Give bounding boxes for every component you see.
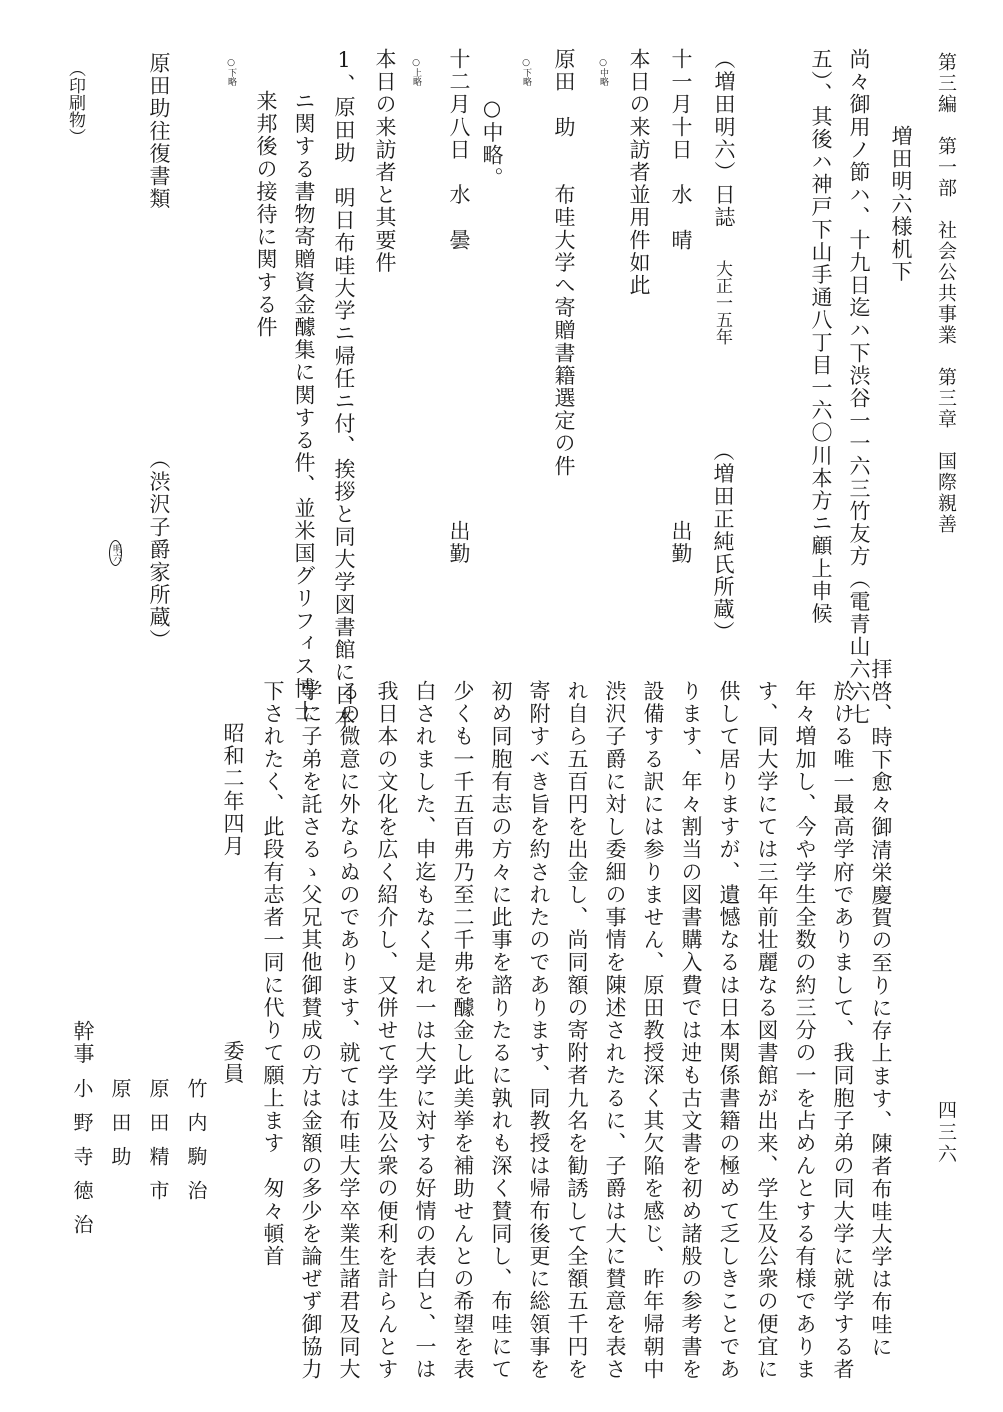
letter-line: 拝啓、時下愈々御清栄慶賀の至りに存上ます、陳者布哇大学は布哇に (869, 658, 893, 1359)
text-line: 五）、其後ハ神戸下山手通八丁目一六〇川本方ニ顧上申候 (809, 48, 833, 626)
text-line: （印刷物） (65, 60, 85, 145)
signatory: 小野寺徳治 (70, 1078, 94, 1248)
seal-stamp (108, 540, 124, 566)
signatory: 幹事 (71, 1020, 95, 1066)
letter-line: 昭和二年四月 (221, 722, 245, 858)
letter-line: 我日本の文化を広く紹介し、又併せて学生及公衆の便利を計らんとす (375, 680, 399, 1381)
text-line: ○中略。 (480, 96, 504, 190)
text-line: 出勤 (447, 520, 471, 566)
letter-line: 少くも一千五百弗乃至二千弗を醵金し此美挙を補助せんとの希望を表 (451, 680, 475, 1381)
editorial-note: ○上略 (411, 58, 421, 86)
letter-line: 下されたく、此段有志者一同に代りて願上ます 匆々頓首 (261, 680, 285, 1268)
letter-line: 渋沢子爵に対し委細の事情を陳述されたるに、子爵は大に賛意を表さ (603, 680, 627, 1381)
signatory: 原田助 (108, 1078, 132, 1180)
text-line: 原田助往復書類 (147, 52, 171, 211)
text-line: 十二月八日 水 曇 (447, 48, 471, 252)
page-number: 四三六 (935, 1100, 957, 1166)
signatory: 原田精市 (146, 1078, 170, 1214)
text-line: ニ関する書物寄贈資金醵集に関する件、並米国グリフィス博士 (292, 90, 316, 723)
letter-line: 於ける唯一最高学府でありまして、我同胞子弟の同大学に就学する者 (831, 680, 855, 1381)
letter-line: 白されました、申迄もなく是れ一は大学に対する好情の表白と、一は (413, 680, 437, 1381)
signatory: 竹内駒治 (184, 1078, 208, 1214)
text-line: 本日の来訪者並用件如此 (627, 48, 651, 297)
letter-line: 設備する訳には参りません、原田教授深く其欠陥を感じ、昨年帰朝中 (641, 680, 665, 1381)
letter-line: 委員 (221, 1040, 245, 1086)
letter-line: 初め同胞有志の方々に此事を諮りたるに孰れも深く賛同し、布哇にて (489, 680, 513, 1381)
text-line: （増田明六）日誌 (712, 48, 736, 229)
letter-line: ります、年々割当の図書購入費では迚も古文書を初め諸般の参考書を (679, 680, 703, 1381)
letter-line: 学に子弟を託さるゝ父兄其他御賛成の方は金額の多少を論ぜず御協力 (299, 680, 323, 1381)
editorial-note: ○下略 (226, 58, 236, 86)
text-line: 増田明六様机下 (889, 125, 913, 284)
text-line: 原田 助 布哇大学へ寄贈書籍選定の件 (552, 48, 576, 478)
text-line: 大正一五年 (712, 260, 732, 345)
running-head: 第三編 第一部 社会公共事業 第三章 国際親善 (935, 52, 957, 535)
text-line: （渋沢子爵家所蔵） (147, 448, 171, 652)
editorial-note: ○下略 (521, 58, 531, 86)
letter-line: れ自ら五百円を出金し、尚同額の寄附者九名を勧誘して全額五千円を (565, 680, 589, 1381)
letter-line: 年々増加し、今や学生全数の約三分の一を占めんとする有様でありま (793, 680, 817, 1381)
text-line: 出勤 (669, 520, 693, 566)
letter-line: す、同大学にては三年前壮麗なる図書館が出来、学生及公衆の便宜に (755, 680, 779, 1381)
text-line: 1、原田助 明日布哇大学ニ帰任ニ付、挨拶と同大学図書館に日本 (332, 48, 356, 729)
text-line: 来邦後の接待に関する件 (254, 90, 278, 339)
letter-line: るの微意に外ならぬのであります、就ては布哇大学卒業生諸君及同大 (337, 680, 361, 1381)
editorial-note: ○中略 (598, 58, 608, 86)
text-line: 尚々御用ノ節ハ、十九日迄ハ下渋谷一一六三竹友方（電青山六六七 (847, 48, 871, 726)
letter-line: 供して居りますが、遺憾なるは日本関係書籍の極めて乏しきことであ (717, 680, 741, 1381)
text-line: 本日の来訪者と其要件 (373, 48, 397, 274)
letter-line: 寄附すべき旨を約されたのであります、同教授は帰布後更に総領事を (527, 680, 551, 1381)
seal-stamp-text: 明六 (109, 540, 122, 566)
text-line: （増田正純氏所蔵） (711, 440, 735, 644)
text-line: 十一月十日 水 晴 (669, 48, 693, 252)
